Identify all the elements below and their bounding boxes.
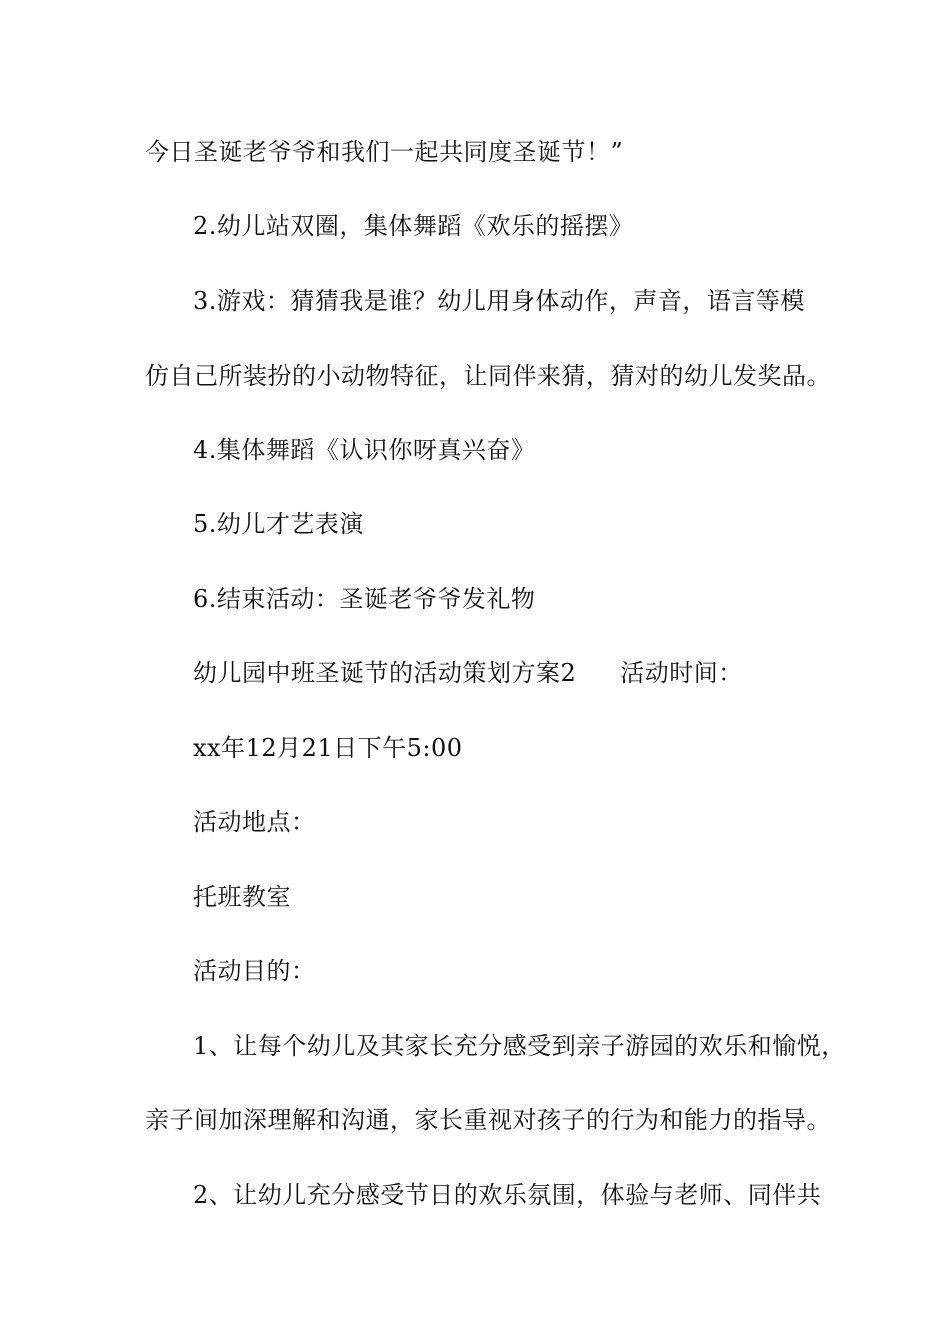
- purpose-item-1: 1、让每个幼儿及其家长充分感受到亲子游园的欢乐和愉悦，: [193, 1032, 846, 1060]
- activity-place-value: 托班教室: [193, 883, 291, 911]
- label-activity-time: 活动时间：: [620, 659, 743, 687]
- purpose-item-2: 2、让幼儿充分感受节日的欢乐氛围，体验与老师、同伴共: [193, 1181, 822, 1209]
- section-title: 幼儿园中班圣诞节的活动策划方案2: [193, 659, 577, 687]
- text-line-item-3-cont: 仿自己所装扮的小动物特征，让同伴来猜，猜对的幼儿发奖品。: [145, 362, 831, 390]
- purpose-item-1-cont: 亲子间加深理解和沟通，家长重视对孩子的行为和能力的指导。: [145, 1106, 831, 1134]
- text-line-item-6: 6.结束活动：圣诞老爷爷发礼物: [193, 585, 536, 613]
- text-line-item-5: 5.幼儿才艺表演: [193, 510, 364, 538]
- text-line-continuation: 今日圣诞老爷爷和我们一起共同度圣诞节！”: [145, 138, 624, 166]
- text-line-item-2: 2.幼儿站双圈，集体舞蹈《欢乐的摇摆》: [193, 212, 634, 240]
- text-line-item-4: 4.集体舞蹈《认识你呀真兴奋》: [193, 436, 536, 464]
- section-heading-line: [193, 657, 873, 689]
- activity-time-value: xx年12月21日下午5:00: [193, 734, 463, 762]
- text-line-item-3: 3.游戏：猜猜我是谁？幼儿用身体动作，声音，语言等模: [193, 287, 805, 315]
- label-activity-place: 活动地点：: [193, 808, 316, 836]
- label-activity-purpose: 活动目的：: [193, 957, 316, 985]
